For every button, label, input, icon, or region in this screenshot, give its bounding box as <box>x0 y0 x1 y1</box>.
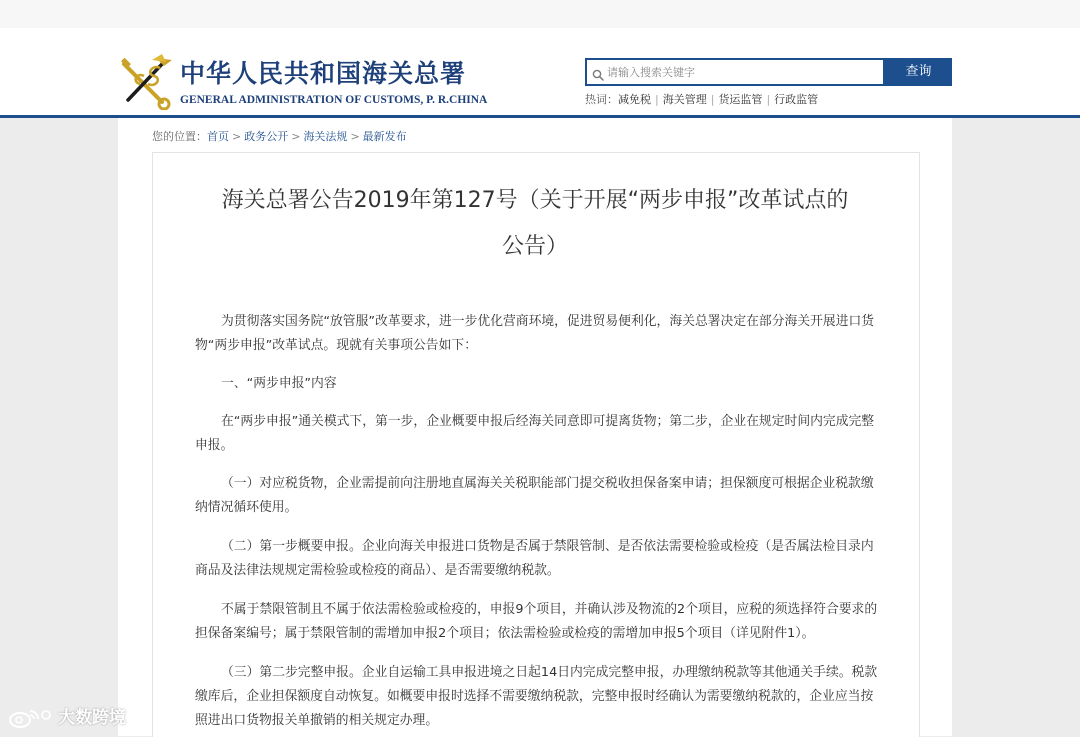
breadcrumb <box>152 128 407 144</box>
customs-emblem-icon[interactable] <box>116 54 174 110</box>
hot-keyword-link[interactable]: 行政监管 <box>774 93 819 106</box>
divider: | <box>766 93 771 106</box>
article-paragraph: 为贯彻落实国务院“放管服”改革要求，进一步优化营商环境，促进贸易便利化，海关总署决定在部分海关开展进口货物“两步申报”改革试点。现就有关事项公告如下： <box>195 314 875 353</box>
hot-keywords <box>585 91 818 107</box>
article-paragraph: 在“两步申报”通关模式下，第一步，企业概要申报后经海关同意即可提离货物；第二步，企业在规定时间内完成完整申报。 <box>195 414 875 453</box>
search-input[interactable] <box>607 61 877 83</box>
search-box <box>585 58 885 86</box>
divider: | <box>710 93 715 106</box>
browser-top-strip <box>0 0 1080 29</box>
article-paragraph: 不属于禁限管制且不属于依法需检验或检疫的，申报9个项目，并确认涉及物流的2个项目，应税的须选择符合要求的担保备案编号；属于禁限管制的需增加申报2个项目；依法需检验或检疫的需增加申报5个项目（详见附件1）。 <box>195 602 878 641</box>
watermark <box>8 703 126 731</box>
search-button[interactable]: 查询 <box>885 58 952 86</box>
breadcrumb-item-home[interactable]: 首页 <box>207 130 229 143</box>
breadcrumb-item-customs-regulations[interactable]: 海关法规 <box>303 130 348 143</box>
hot-keyword-link[interactable]: 减免税 <box>618 93 651 106</box>
divider: | <box>655 93 659 106</box>
search-icon <box>592 66 604 78</box>
hot-keywords-label: 热词： <box>585 93 618 106</box>
article-title-line: 海关总署公告2019年第127号（关于开展“两步申报”改革试点的 <box>221 188 849 213</box>
site-title[interactable]: 中华人民共和国海关总署 <box>180 59 467 88</box>
article-title <box>172 178 898 270</box>
article-paragraph: （一）对应税货物，企业需提前向注册地直属海关关税职能部门提交税收担保备案申请；担保额度可根据企业税款缴纳情况循环使用。 <box>195 476 874 515</box>
breadcrumb-separator: > <box>350 130 360 143</box>
breadcrumb-separator: > <box>232 130 242 143</box>
hot-keyword-link[interactable]: 货运监管 <box>718 93 763 106</box>
watermark-text: 大数跨境 <box>58 708 126 728</box>
breadcrumb-prefix: 您的位置： <box>152 130 207 143</box>
article-paragraph: （三）第二步完整申报。企业自运输工具申报进境之日起14日内完成完整申报，办理缴纳税款等其他通关手续。税款缴库后，企业担保额度自动恢复。如概要申报时选择不需要缴纳税款，完整申报时经确认为需要缴纳税款的，企业应当按照进出口货物报关单撤销的相关规定办理。 <box>195 665 878 728</box>
site-subtitle: GENERAL ADMINISTRATION OF CUSTOMS, P. R.CHINA <box>180 94 488 106</box>
breadcrumb-item-government-affairs[interactable]: 政务公开 <box>244 130 289 143</box>
article-title-line: 公告） <box>501 234 568 259</box>
weibo-logo-icon <box>8 707 52 729</box>
article-section-heading: 一、“两步申报”内容 <box>221 376 337 391</box>
breadcrumb-separator: > <box>291 130 301 143</box>
hot-keyword-link[interactable]: 海关管理 <box>662 93 707 106</box>
article-paragraph: （二）第一步概要申报。企业向海关申报进口货物是否属于禁限管制、是否依法需要检验或检疫（是否属法检目录内商品及法律法规规定需检验或检疫的商品）、是否需要缴纳税款。 <box>195 539 874 578</box>
breadcrumb-item-latest-release[interactable]: 最新发布 <box>362 130 407 143</box>
